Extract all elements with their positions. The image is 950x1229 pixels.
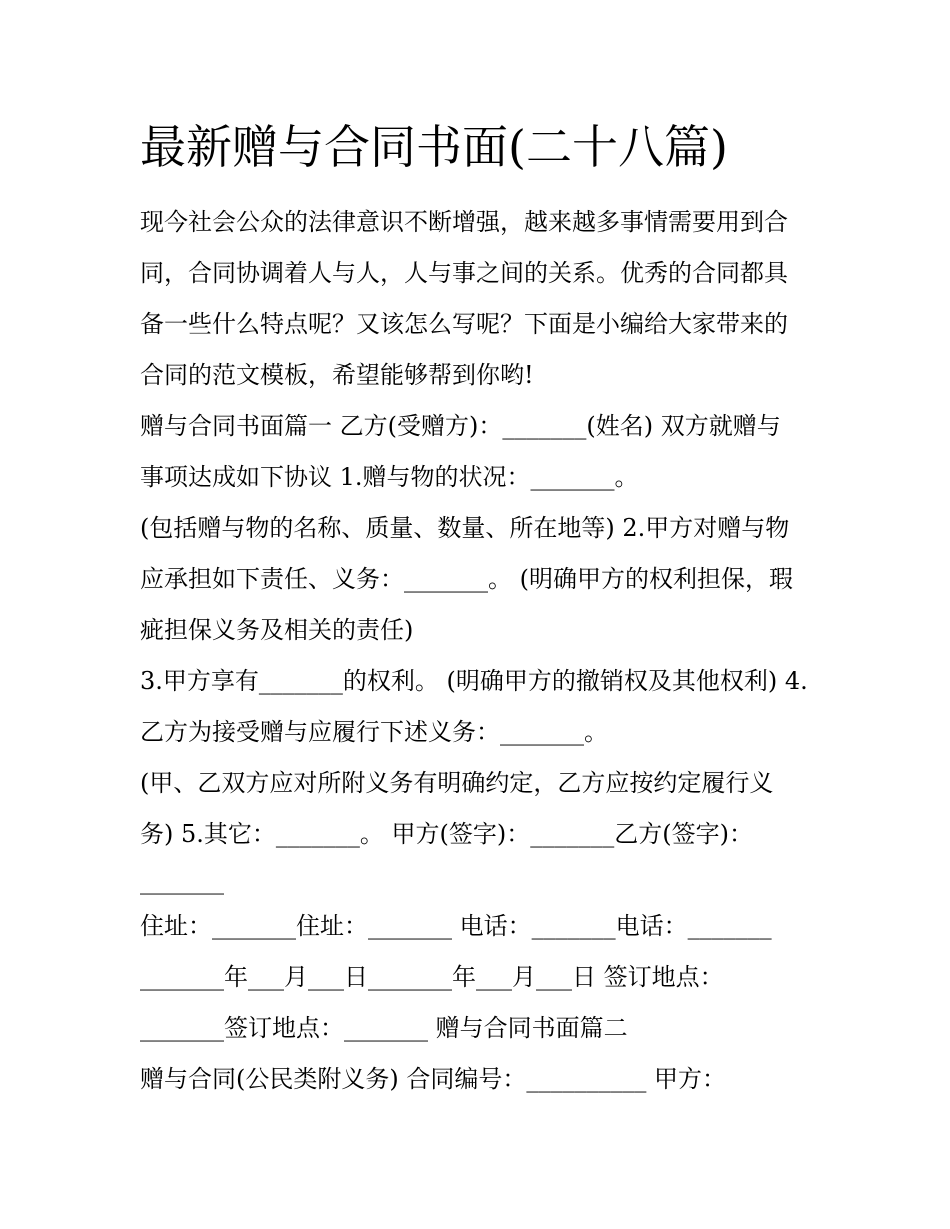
body-line: _______ (140, 867, 224, 895)
body-line: 乙方为接受赠与应履行下述义务：_______。 (140, 718, 608, 746)
body-line: 住址：_______住址：_______ 电话：_______电话：_______ (140, 912, 772, 940)
body-line: 疵担保义务及相关的责任) (140, 616, 414, 644)
body-line: 备一些什么特点呢？又该怎么写呢？下面是小编给大家带来的 (140, 310, 788, 338)
body-line: 同，合同协调着人与人，人与事之间的关系。优秀的合同都具 (140, 259, 788, 287)
body-line: 事项达成如下协议 1.赠与物的状况：_______。 (140, 463, 639, 491)
body-line: _______签订地点：_______ 赠与合同书面篇二 (140, 1014, 628, 1042)
body-line: 赠与合同书面篇一 乙方(受赠方)：_______(姓名) 双方就赠与 (140, 412, 781, 440)
body-line: 现今社会公众的法律意识不断增强，越来越多事情需要用到合 (140, 208, 788, 236)
document-title: 最新赠与合同书面(二十八篇) (140, 120, 728, 174)
body-line: 合同的范文模板，希望能够帮到你哟! (140, 361, 534, 389)
body-line: (包括赠与物的名称、质量、数量、所在地等) 2.甲方对赠与物 (140, 514, 790, 542)
body-line: 3.甲方享有_______的权利。 (明确甲方的撤销权及其他权利) 4. (140, 667, 808, 695)
body-line: 赠与合同(公民类附义务) 合同编号：__________ 甲方： (140, 1065, 726, 1093)
body-line: _______年___月___日_______年___月___日 签订地点： (140, 963, 724, 991)
body-line: (甲、乙双方应对所附义务有明确约定，乙方应按约定履行义 (140, 769, 774, 797)
body-line: 应承担如下责任、义务：_______。 (明确甲方的权利担保，瑕 (140, 565, 793, 593)
body-line: 务) 5.其它：_______。 甲方(签字)：_______乙方(签字)： (140, 820, 753, 848)
